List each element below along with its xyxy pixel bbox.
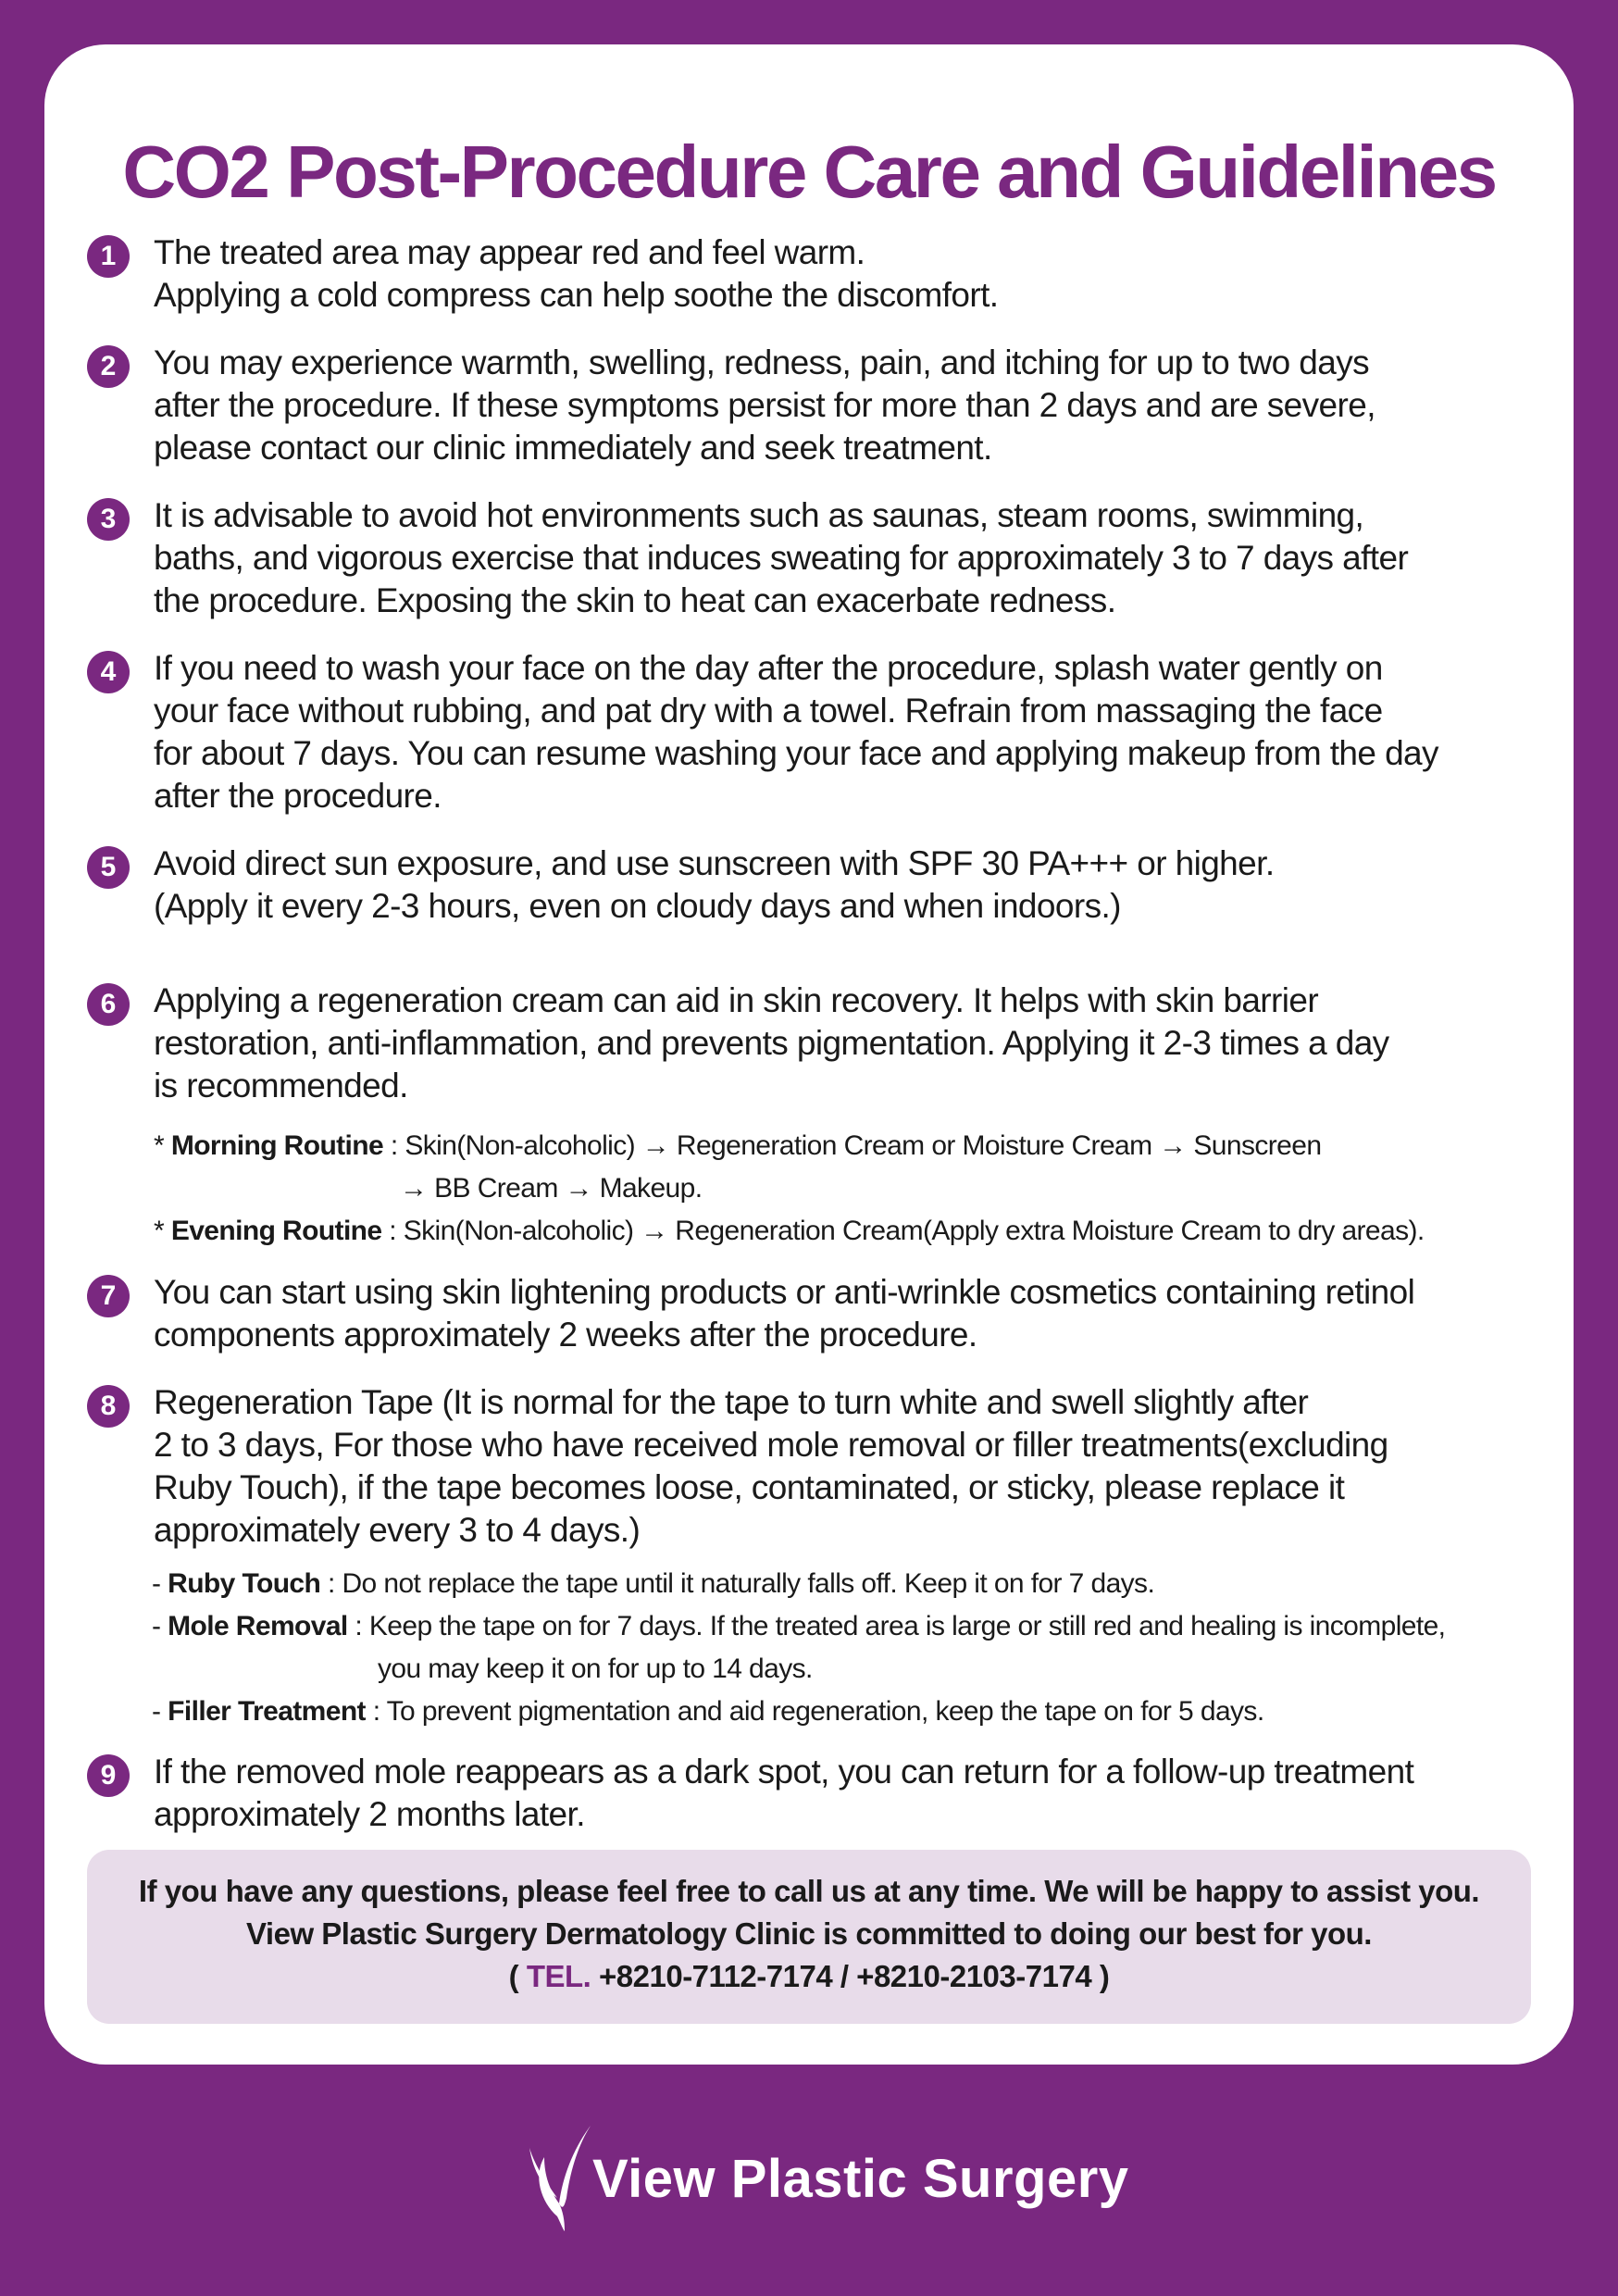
label-separator: : [320,1568,342,1599]
number-badge: 8 [87,1385,130,1428]
phone-numbers: +8210-7112-7174 / +8210-2103-7174 ) [591,1959,1110,1993]
bullet-prefix: * [154,1130,171,1161]
routine-label: Evening Routine [170,1216,382,1246]
bullet-prefix: - [152,1568,168,1599]
number-badge: 7 [87,1275,130,1317]
contact-box [87,1850,1531,2024]
routine-steps: Skin(Non-alcoholic) → Regeneration Cream(Apply extra Moisture Cream to dry areas). [403,1216,1425,1246]
brand-name: View Plastic Surgery [592,2149,1129,2209]
tel-label: TEL. [526,1959,591,1993]
routine-steps: Skin(Non-alcoholic) → Regeneration Cream or Moisture Cream → Sunscreen [404,1130,1322,1161]
routine-label: Morning Routine [170,1130,384,1161]
label-separator: : [347,1611,369,1641]
number-badge: 6 [87,983,130,1026]
footer-logo [0,2120,1618,2231]
page-title: CO2 Post-Procedure Care and Guidelines [122,131,1496,213]
number-badge: 5 [87,846,130,889]
morning-routine-note [154,1125,1533,1167]
note-label: Mole Removal [168,1611,348,1641]
note-body: Keep the tape on for 7 days. If the treated area is large or still red and healing is incomplete, [368,1611,1446,1641]
number-badge: 4 [87,651,130,693]
number-badge: 1 [87,235,130,278]
contact-phone-line [87,1955,1531,1998]
guideline-text: If the removed mole reappears as a dark spot, you can return for a follow-up treatment approximately 2 months later. [154,1753,1414,1833]
guideline-text: If you need to wash your face on the day after the procedure, splash water gently on your face without rubbing, and pat dry with a towel. Refrain from massaging the face for about 7 days. You can resume washing your face and applying makeup from the day after the procedure. [154,649,1438,815]
filler-treatment-note [152,1691,1531,1733]
bullet-prefix: * [154,1216,171,1246]
bullet-prefix: - [152,1611,168,1641]
label-separator: : [365,1696,387,1727]
contact-commitment-line: View Plastic Surgery Dermatology Clinic is committed to doing our best for you. [246,1916,1372,1951]
ruby-touch-note [152,1563,1531,1605]
note-body: Do not replace the tape until it naturally falls off. Keep it on for 7 days. [342,1568,1155,1599]
guideline-text: The treated area may appear red and feel warm. Applying a cold compress can help soothe the discomfort. [154,233,999,314]
guideline-text: Regeneration Tape (It is normal for the tape to turn white and swell slightly after 2 to 3 days, For those who have received mole removal or filler treatments(excluding Ruby Touch), if the tape becomes loose, contaminated, or sticky, please replace it approximately every 3 to 4 days.) [154,1383,1388,1549]
guideline-text: Avoid direct sun exposure, and use sunscreen with SPF 30 PA+++ or higher. (Apply it every 2-3 hours, even on cloudy days and when indoors.) [154,844,1275,925]
number-badge: 9 [87,1754,130,1797]
note-label: Filler Treatment [168,1696,366,1727]
note-body: To prevent pigmentation and aid regeneration, keep the tape on for 5 days. [386,1696,1264,1727]
label-separator: : [383,1130,405,1161]
guidelines-card [44,44,1574,2065]
guideline-text: You can start using skin lightening products or anti-wrinkle cosmetics containing retinol components approximately 2 weeks after the procedure. [154,1273,1415,1354]
number-badge: 2 [87,345,130,388]
feather-logo-icon [517,2120,594,2231]
guideline-text: You may experience warmth, swelling, redness, pain, and itching for up to two days after the procedure. If these symptoms persist for more than 2 days and are severe, please contact our clinic immediately and seek treatment. [154,343,1375,467]
bullet-prefix: - [152,1696,168,1727]
number-badge: 3 [87,498,130,541]
contact-questions-line: If you have any questions, please feel free to call us at any time. We will be happy to assist you. [138,1874,1480,1908]
morning-routine-continued: → BB Cream → Makeup. [400,1173,703,1204]
guideline-text: Applying a regeneration cream can aid in skin recovery. It helps with skin barrier restoration, anti-inflammation, and prevents pigmentation. Applying it 2-3 times a day is recommended. [154,981,1389,1104]
mole-removal-note-continued: you may keep it on for up to 14 days. [378,1653,813,1684]
phone-paren-open: ( [508,1959,527,1993]
evening-routine-note [154,1210,1533,1253]
guideline-text: It is advisable to avoid hot environments such as saunas, steam rooms, swimming, baths, and vigorous exercise that induces sweating for approximately 3 to 7 days after the procedure. Exposing the skin to heat can exacerbate redness. [154,496,1409,619]
mole-removal-note [152,1605,1531,1648]
note-label: Ruby Touch [168,1568,321,1599]
label-separator: : [381,1216,404,1246]
